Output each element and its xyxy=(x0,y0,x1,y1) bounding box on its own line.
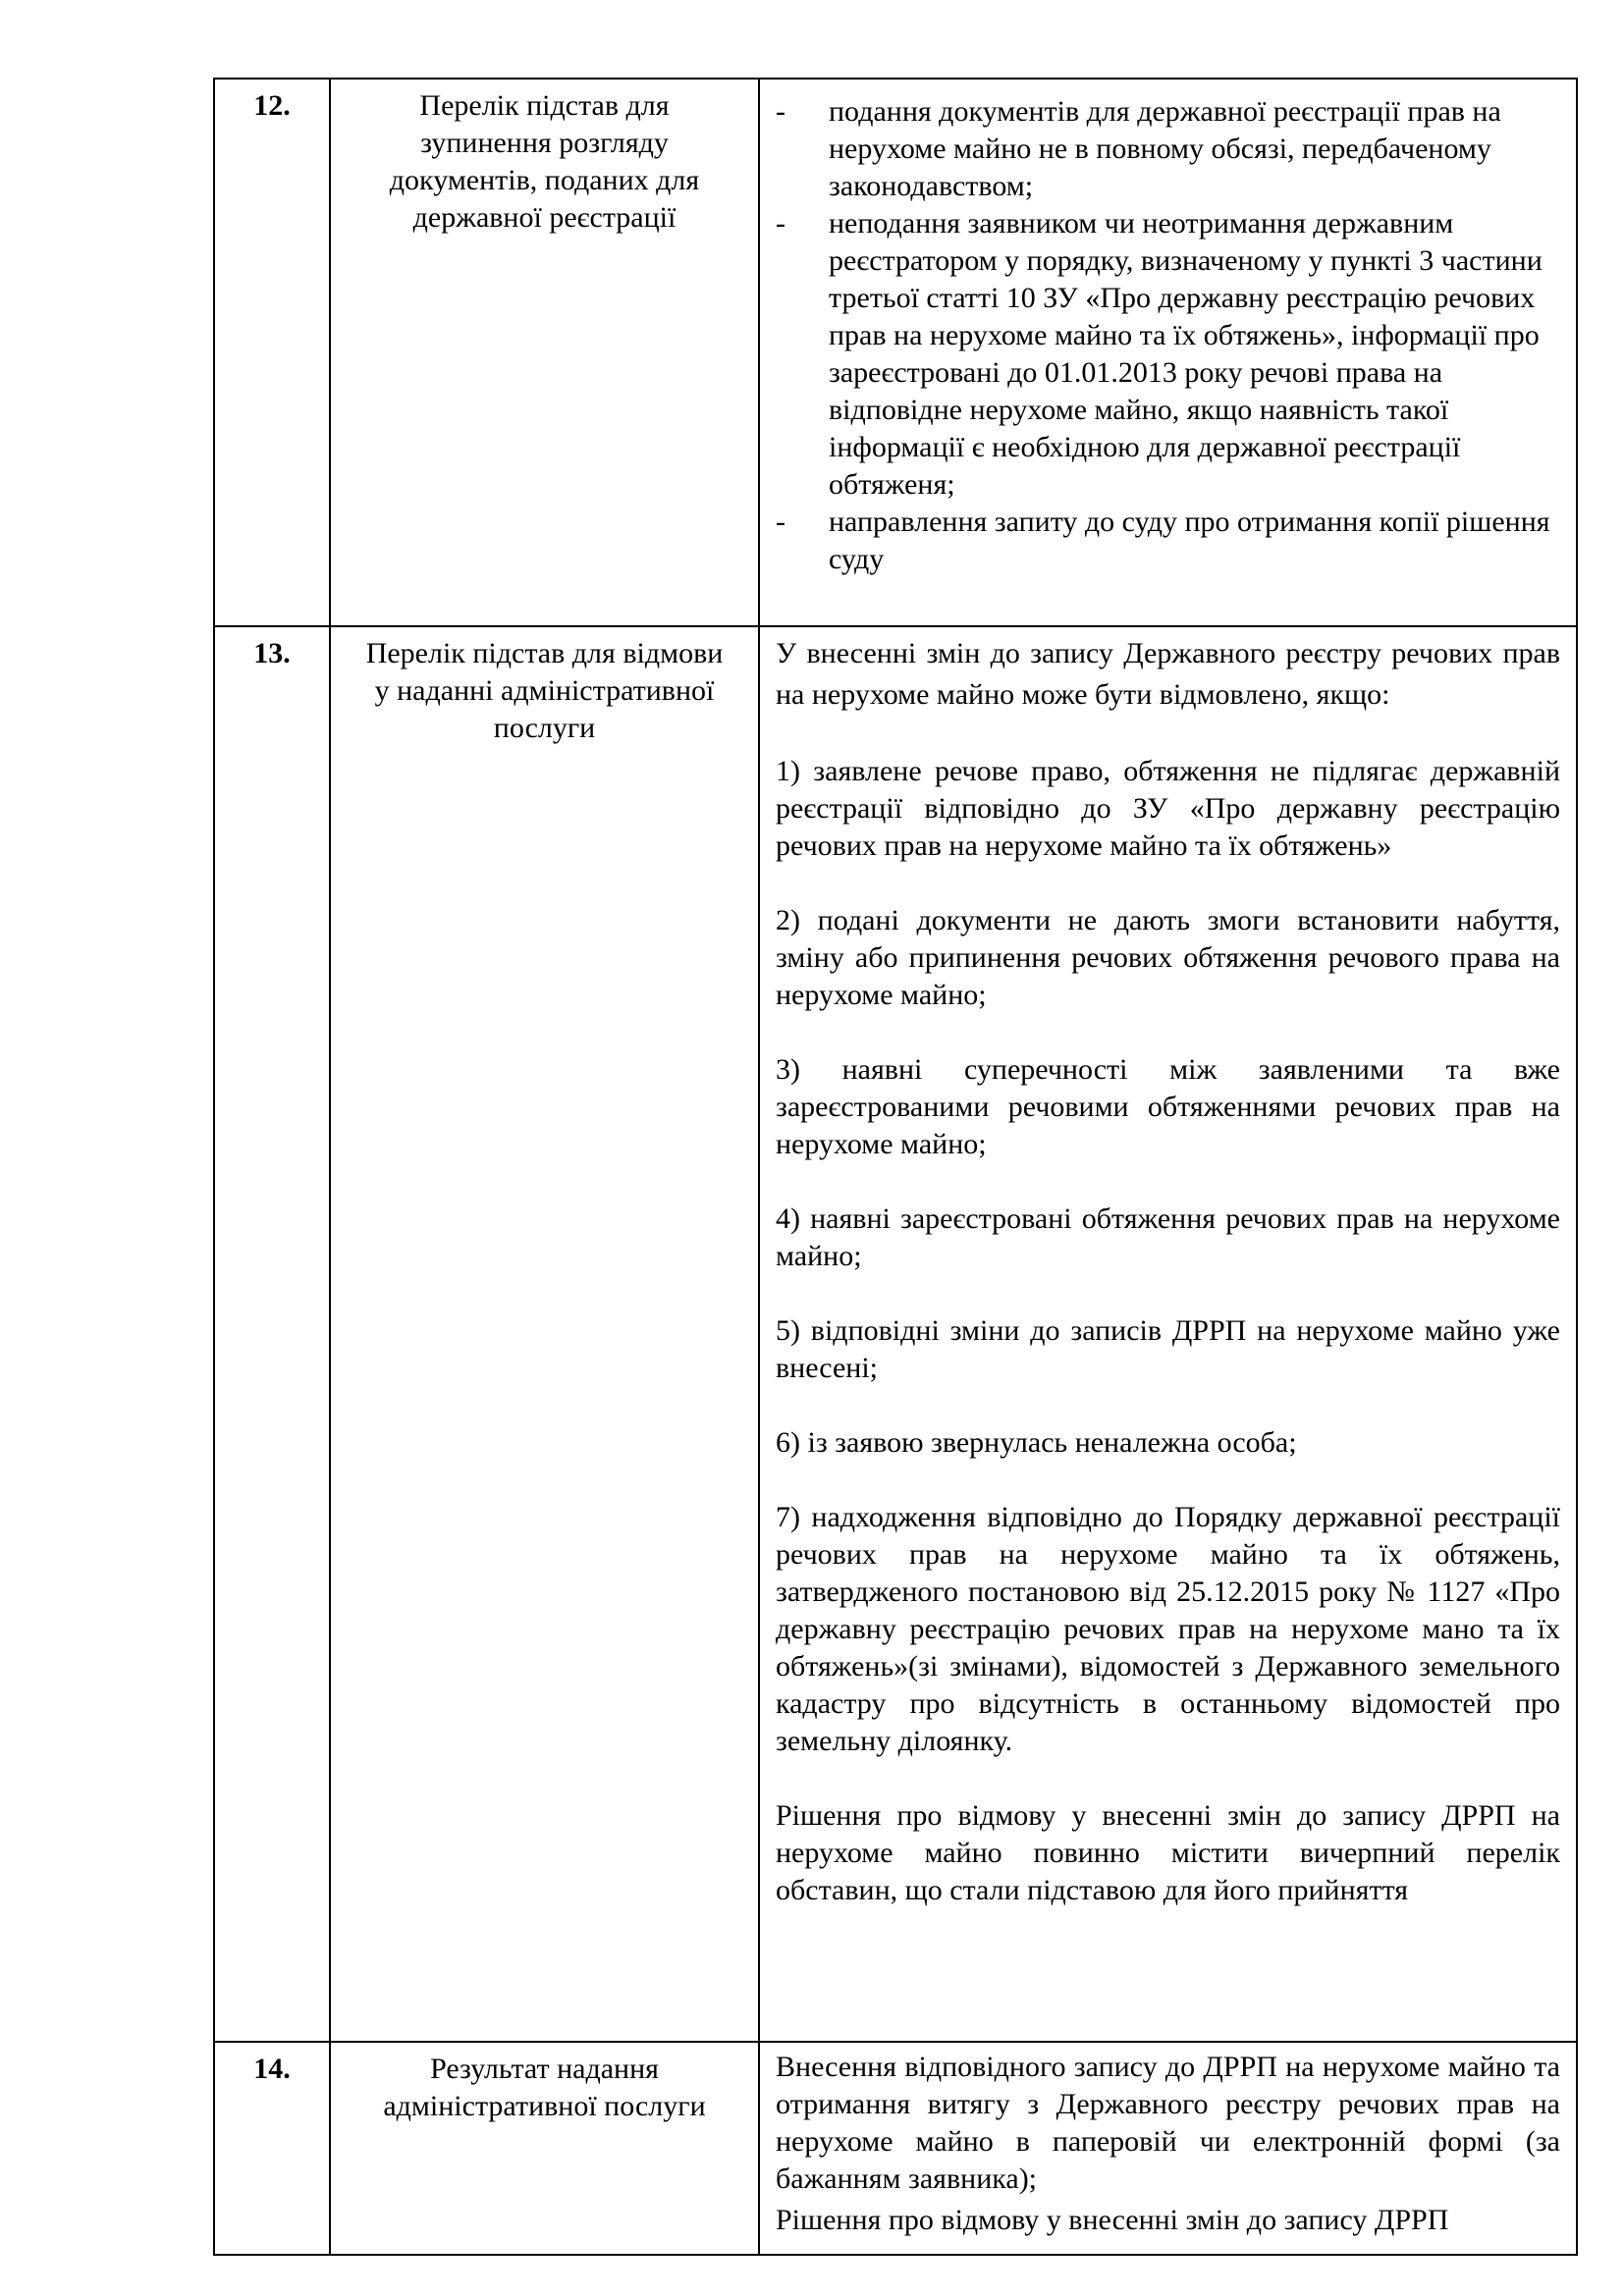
refusal-ground: 4) наявні зареєстровані обтяження речових прав на нерухоме майно; xyxy=(776,1202,1560,1272)
row-number: 12. xyxy=(214,79,330,626)
service-result: Внесення відповідного запису до ДРРП на нерухоме майно та отримання витягу з Державного реєстру речових прав на нерухоме майно в паперовій чи електронній формі (за бажанням заявника); xyxy=(776,2051,1560,2195)
refusal-decision-note: Рішення про відмову у внесенні змін до запису ДРРП на нерухоме майно повинно містити вичерпний перелік обставин, що стали підставою для його прийняття xyxy=(776,1799,1560,1906)
list-item-text: подання документів для державної реєстрації прав на нерухоме майно не в повному обсязі, передбаченому законодавством; xyxy=(829,95,1501,202)
table-row xyxy=(214,2042,1577,2255)
row-number: 13. xyxy=(214,626,330,2042)
suspension-grounds-list xyxy=(776,93,1560,578)
row-content xyxy=(759,79,1577,626)
table-row xyxy=(214,79,1577,626)
refusal-ground: 7) надходження відповідно до Порядку державної реєстрації речових прав на нерухоме майно та їх обтяжень, затвердженого постановою від 25.12.2015 року № 1127 «Про державну реєстрацію речових прав на нерухоме мано та їх обтяжень»(зі змінами), відомостей з Державного земельного кадастру про відсутність в останньому відомостей про земельну ділоянку. xyxy=(776,1501,1560,1757)
list-item-text: неподання заявником чи неотримання державним реєстратором у порядку, визначеному у пункті 3 частини третьої статті 10 ЗУ «Про державну реєстрацію речових прав на нерухоме майно та їх обтяжень», інформації про зареєстровані до 01.01.2013 року речові права на відповідне нерухоме майно, якщо наявність такої інформації є необхідною для державної реєстрації обтяженя; xyxy=(829,207,1543,501)
table-row xyxy=(214,626,1577,2042)
dash-marker: - xyxy=(776,506,785,538)
service-info-table xyxy=(213,78,1578,2256)
dash-marker: - xyxy=(776,95,785,128)
row-content xyxy=(759,626,1577,2042)
list-item xyxy=(776,504,1560,578)
row-label: Перелік підстав для зупинення розгляду документів, поданих для державної реєстрації xyxy=(330,79,759,626)
row-label: Перелік підстав для відмови у наданні адміністративної послуги xyxy=(330,626,759,2042)
refusal-intro: У внесенні змін до запису Державного реєстру речових прав на нерухоме майно може бути відмовлено, якщо: xyxy=(776,637,1560,711)
list-item-text: направлення запиту до суду про отримання копії рішення суду xyxy=(829,506,1550,575)
refusal-ground: 3) наявні суперечності між заявленими та вже зареєстрованими речовими обтяженнями речових прав на нерухоме майно; xyxy=(776,1053,1560,1160)
row-label: Результат надання адміністративної послуги xyxy=(330,2042,759,2255)
dash-marker: - xyxy=(776,207,785,240)
refusal-ground: 1) заявлене речове право, обтяження не підлягає державній реєстрації відповідно до ЗУ «Про державну реєстрацію речових прав на нерухоме майно та їх обтяжень» xyxy=(776,755,1560,862)
refusal-ground: 5) відповідні зміни до записів ДРРП на нерухоме майно уже внесені; xyxy=(776,1314,1560,1384)
refusal-ground: 2) подані документи не дають змоги встановити набуття, зміну або припинення речових обтяження речового права на нерухоме майно; xyxy=(776,904,1560,1011)
list-item xyxy=(776,93,1560,205)
service-result: Рішення про відмову у внесенні змін до запису ДРРП xyxy=(776,2204,1449,2236)
row-content xyxy=(759,2042,1577,2255)
row-number: 14. xyxy=(214,2042,330,2255)
refusal-ground: 6) із заявою звернулась неналежна особа; xyxy=(776,1426,1297,1459)
list-item xyxy=(776,205,1560,504)
